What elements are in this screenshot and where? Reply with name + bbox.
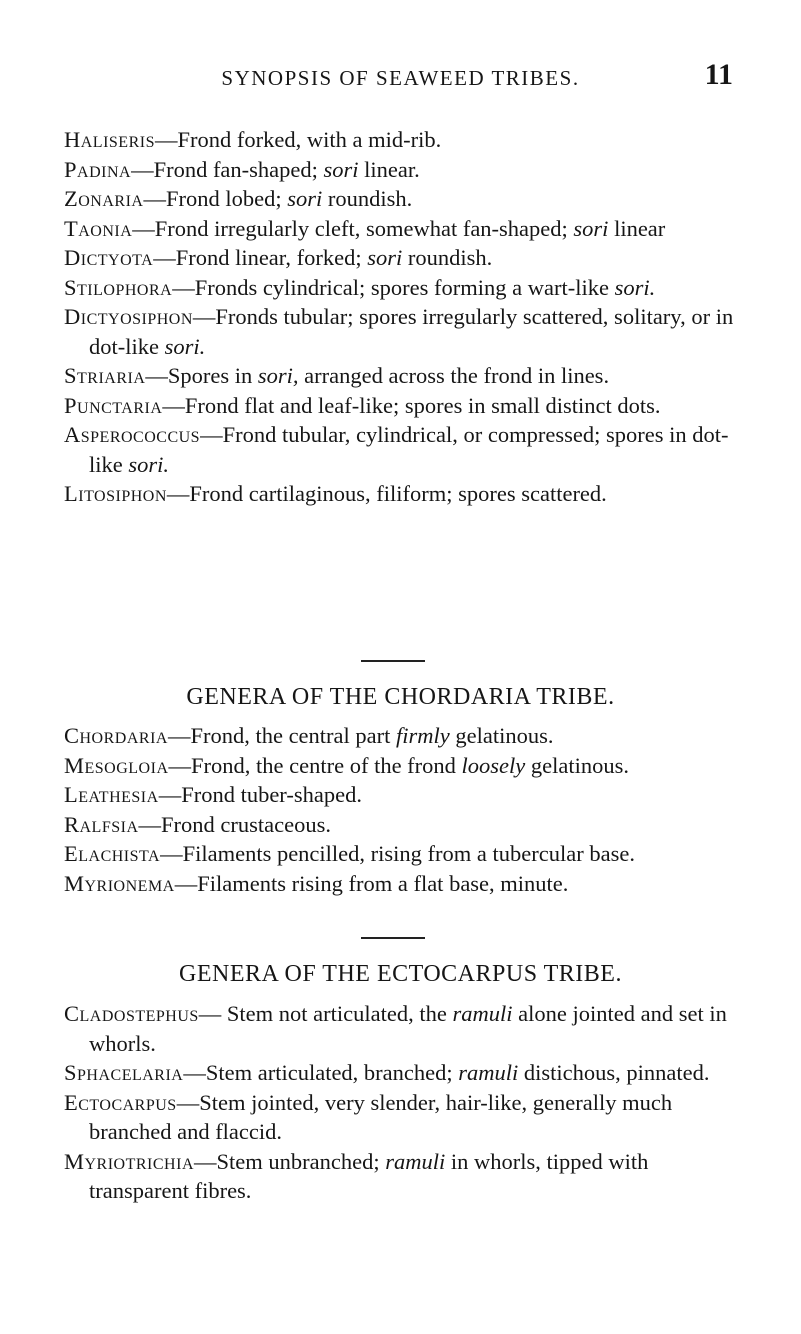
list-item — [64, 810, 740, 840]
genus-description-end: roundish. — [402, 245, 493, 270]
genus-description: —Frond linear, forked; — [153, 245, 368, 270]
list-item — [64, 721, 740, 751]
tribe-list — [64, 125, 740, 509]
section-heading: GENERA OF THE CHORDARIA TRIBE. — [186, 684, 615, 710]
genus-description-end: alone jointed and set in whorls. — [89, 1001, 727, 1056]
genus-description: —Frond irregularly cleft, somewhat fan-shaped; — [132, 215, 574, 241]
genus-name: Padina — [64, 156, 132, 182]
genus-name: Stilophora — [64, 274, 173, 300]
genus-name: Taonia — [64, 215, 133, 241]
genus-name: Cladostephus — [64, 1001, 199, 1026]
list-item — [64, 155, 740, 185]
genus-description-end: linear — [608, 215, 666, 241]
list-item — [64, 479, 740, 509]
italic-term: sori — [367, 245, 403, 270]
list-item — [64, 391, 740, 421]
genus-description-end: gelatinous. — [449, 723, 554, 748]
genus-description: —Frond tubular, cylindrical, or compressed; spores in dot-like — [89, 422, 729, 477]
section-divider — [361, 660, 425, 662]
genus-name: Chordaria — [64, 723, 168, 748]
italic-term: sori. — [164, 333, 206, 359]
list-item — [64, 125, 740, 155]
genus-name: Ectocarpus — [64, 1089, 177, 1115]
genus-description-end: arranged across the frond in lines. — [298, 363, 610, 388]
genus-name: Mesogloia — [64, 752, 169, 778]
list-item — [64, 420, 740, 479]
list-item — [64, 243, 740, 273]
genus-name: Myriotrichia — [64, 1148, 194, 1174]
list-item — [64, 1058, 740, 1088]
italic-term: sori. — [614, 274, 656, 300]
italic-term: sori — [287, 186, 323, 211]
ectocarpus-list — [64, 999, 740, 1206]
genus-name: Punctaria — [64, 392, 163, 418]
list-item — [64, 302, 740, 361]
italic-term: ramuli — [452, 1001, 513, 1026]
section-divider — [361, 937, 425, 939]
list-item — [64, 999, 740, 1058]
genus-description-end: gelatinous. — [525, 752, 630, 778]
italic-term: sori. — [128, 451, 170, 477]
running-head: SYNOPSIS OF SEAWEED TRIBES. — [221, 66, 580, 90]
genus-description: —Frond tuber-shaped. — [158, 782, 362, 807]
genus-description: —Stem jointed, very slender, hair-like, generally much branched and flaccid. — [89, 1089, 673, 1144]
list-item — [64, 780, 740, 810]
italic-term: sori — [323, 156, 359, 182]
genus-description: —Frond flat and leaf-like; spores in small distinct dots. — [162, 392, 661, 418]
genus-description: —Frond, the centre of the frond — [168, 752, 462, 778]
chordaria-list — [64, 721, 740, 898]
genus-name: Myrionema — [64, 870, 175, 896]
genus-name: Sphacelaria — [64, 1060, 184, 1085]
genus-description: —Spores in — [145, 363, 258, 388]
genus-description: —Frond, the central part — [167, 723, 397, 748]
genus-description-end: linear. — [358, 156, 420, 182]
list-item — [64, 273, 740, 303]
genus-description: —Frond crustaceous. — [138, 811, 331, 837]
list-item — [64, 751, 740, 781]
genus-name: Ralfsia — [64, 811, 139, 837]
genus-description: —Filaments pencilled, rising from a tubercular base. — [160, 841, 635, 866]
italic-term: ramuli — [385, 1148, 446, 1174]
genus-description: —Frond fan-shaped; — [131, 156, 324, 182]
list-item — [64, 1088, 740, 1147]
genus-description: —Stem articulated, branched; — [183, 1060, 459, 1085]
genus-description: —Frond lobed; — [143, 186, 288, 211]
page-number: 11 — [704, 58, 733, 91]
list-item — [64, 361, 740, 391]
genus-description-end: distichous, pinnated. — [518, 1060, 710, 1085]
list-item — [64, 869, 740, 899]
genus-name: Striaria — [64, 363, 146, 388]
italic-term: sori, — [257, 363, 299, 388]
italic-term: sori — [573, 215, 609, 241]
genus-description: —Fronds cylindrical; spores forming a wart-like — [172, 274, 615, 300]
list-item — [64, 184, 740, 214]
italic-term: loosely — [461, 752, 526, 778]
genus-name: Leathesia — [64, 782, 159, 807]
genus-description: —Fronds tubular; spores irregularly scattered, solitary, or in dot-like — [89, 304, 734, 359]
genus-name: Haliseris — [64, 127, 155, 152]
genus-description: —Frond cartilaginous, filiform; spores scattered. — [166, 481, 607, 506]
genus-description-end: in whorls, tipped with transparent fibres. — [89, 1148, 649, 1203]
genus-name: Elachista — [64, 841, 161, 866]
genus-description: —Stem unbranched; — [194, 1148, 386, 1174]
genus-description: —Filaments rising from a flat base, minute. — [174, 870, 569, 896]
italic-term: ramuli — [458, 1060, 519, 1085]
genus-name: Dictyota — [64, 245, 154, 270]
list-item — [64, 839, 740, 869]
genus-description: — Stem not articulated, the — [198, 1001, 453, 1026]
genus-description: —Frond forked, with a mid-rib. — [154, 127, 442, 152]
genus-name: Asperococcus — [64, 422, 201, 447]
list-item — [64, 214, 740, 244]
italic-term: firmly — [396, 723, 450, 748]
genus-name: Zonaria — [64, 186, 144, 211]
section-heading: GENERA OF THE ECTOCARPUS TRIBE. — [179, 961, 622, 987]
page-header — [0, 60, 801, 100]
genus-description-end: roundish. — [322, 186, 413, 211]
genus-name: Litosiphon — [64, 481, 167, 506]
genus-name: Dictyosiphon — [64, 304, 193, 329]
list-item — [64, 1147, 740, 1206]
